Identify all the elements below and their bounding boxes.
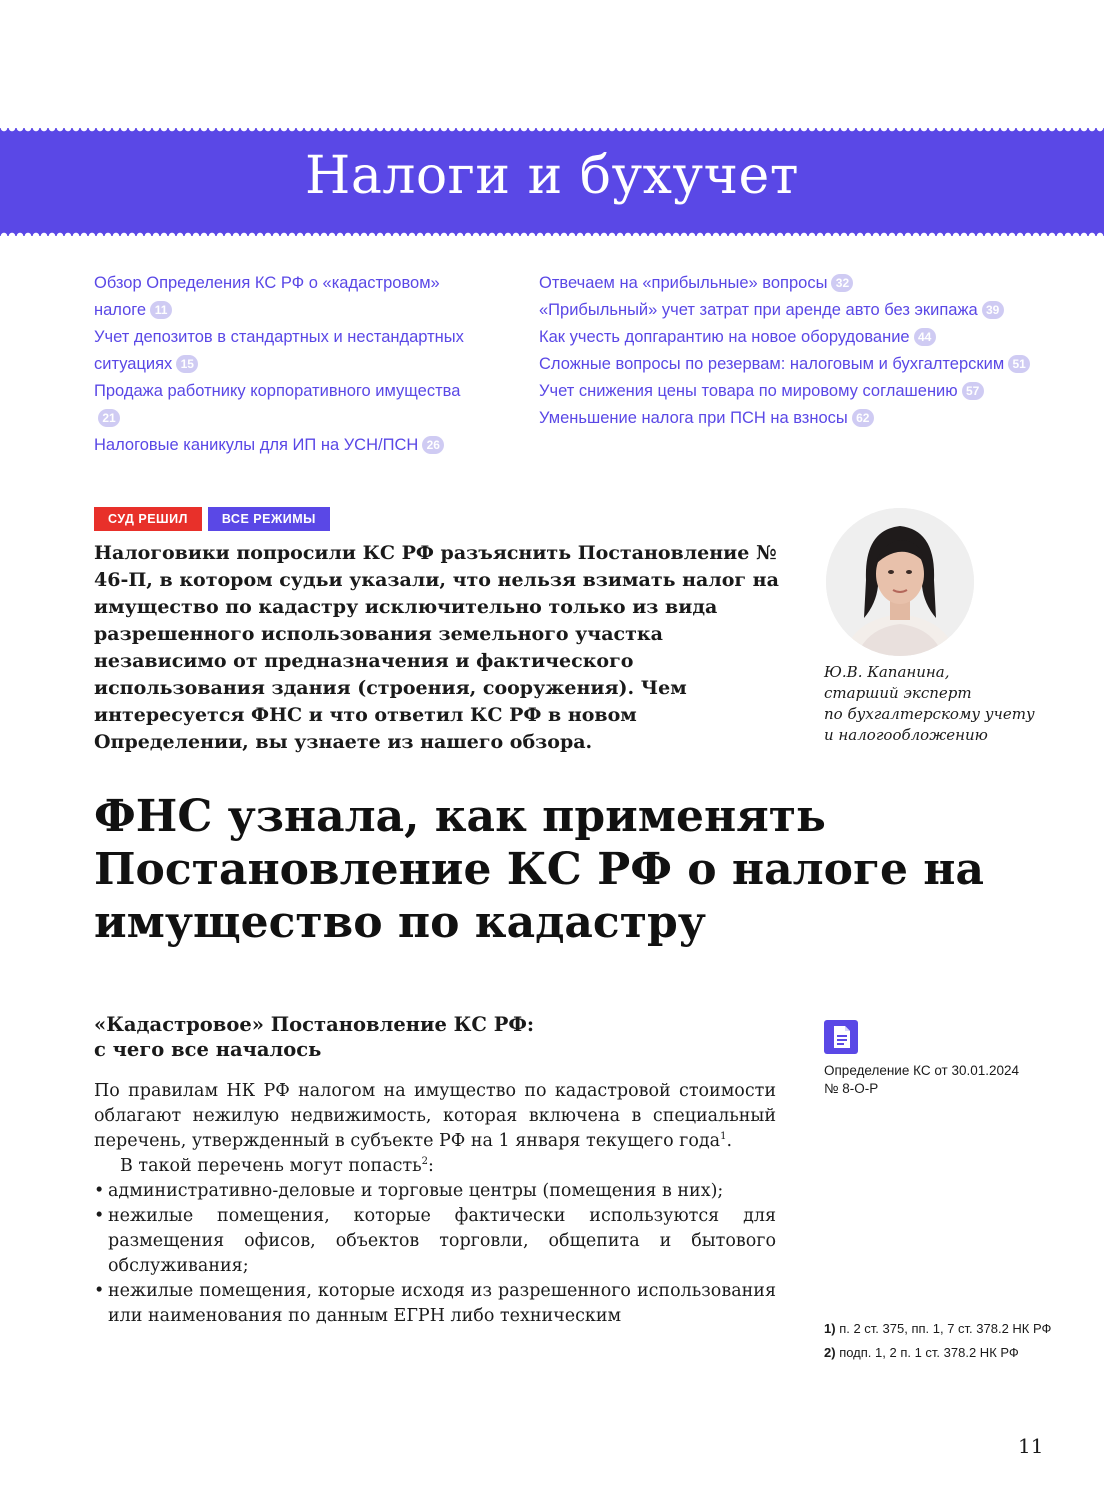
toc-right-column [539, 270, 1039, 432]
body-text: В такой перечень могут попасть [120, 1156, 422, 1176]
subheading-line: с чего все началось [94, 1038, 322, 1061]
toc-item[interactable] [94, 432, 484, 459]
toc-page-badge: 44 [914, 328, 936, 346]
toc-page-badge: 15 [176, 355, 198, 373]
footnote [824, 1344, 1064, 1362]
toc-item-title: Обзор Определения КС РФ о «кадастровом» налоге [94, 274, 440, 319]
toc-item-title: Продажа работнику корпоративного имущества [94, 382, 461, 400]
toc-item-title: Учет депозитов в стандартных и нестандартных ситуациях [94, 328, 464, 373]
tag-court-decided: СУД РЕШИЛ [94, 507, 202, 531]
body-text: По правилам НК РФ налогом на имущество по кадастровой стоимости облагают нежилую недвижимость, которая включена в специальный перечень, утвержденный в субъекте РФ на 1 января текущего года [94, 1081, 776, 1151]
footnote-text: подп. 1, 2 п. 1 ст. 378.2 НК РФ [839, 1345, 1019, 1360]
toc-page-badge: 21 [98, 409, 120, 427]
toc-item[interactable] [539, 378, 1039, 405]
document-icon [824, 1020, 858, 1054]
body-paragraph [94, 1154, 776, 1179]
footnote-number: 2) [824, 1345, 836, 1360]
section-title: Налоги и бухучет [304, 146, 800, 206]
author-role: и налогообложению [824, 726, 988, 744]
list-item: • административно-деловые и торговые центры (помещения в них); [94, 1179, 776, 1204]
article-lead: Налоговики попросили КС РФ разъяснить Постановление № 46-П, в котором судьи указали, что нельзя взимать налог на имущество по кадастру исключительно только из вида разрешенного использования земельного участка независимо от предназначения и фактического использования здания (строения, сооружения). Чем интересуется ФНС и что ответил КС РФ в новом Определении, вы узнаете из нашего обзора. [94, 542, 779, 753]
toc-item-title: Отвечаем на «прибыльные» вопросы [539, 274, 828, 292]
subheading-line: «Кадастровое» Постановление КС РФ: [94, 1013, 535, 1036]
footnote-ref[interactable]: 2 [421, 1156, 429, 1168]
author-portrait-icon [826, 508, 974, 656]
toc-item[interactable] [94, 378, 484, 432]
body-paragraph [94, 1079, 776, 1154]
section-subheading [94, 1012, 794, 1062]
toc-item[interactable] [539, 351, 1039, 378]
author-role: по бухгалтерскому учету [824, 705, 1035, 723]
toc-item-title: Налоговые каникулы для ИП на УСН/ПСН [94, 436, 419, 454]
body-text: : [428, 1156, 434, 1176]
list-item: • нежилые помещения, которые фактически используются для размещения офисов, объектов торговли, общепита и бытового обслуживания; [94, 1204, 776, 1279]
toc-item-title: Уменьшение налога при ПСН на взносы [539, 409, 848, 427]
author-caption [824, 662, 1064, 746]
toc-page-badge: 62 [852, 409, 874, 427]
article-tags [94, 507, 336, 531]
toc-item-title: «Прибыльный» учет затрат при аренде авто без экипажа [539, 301, 978, 319]
toc-item[interactable] [94, 270, 484, 324]
toc-page-badge: 26 [422, 436, 444, 454]
side-note-line: № 8-О-Р [824, 1081, 879, 1096]
body-text: . [726, 1131, 733, 1151]
side-note-line: Определение КС от 30.01.2024 [824, 1063, 1020, 1078]
banner-scallop-top [0, 128, 1104, 136]
author-name: Ю.В. Капанина, [824, 663, 950, 681]
toc-item[interactable] [539, 297, 1039, 324]
banner-scallop-bottom [0, 228, 1104, 236]
footnote-text: п. 2 ст. 375, пп. 1, 7 ст. 378.2 НК РФ [839, 1321, 1052, 1336]
bullet-list [94, 1179, 776, 1329]
toc-page-badge: 51 [1008, 355, 1030, 373]
toc-item-title: Учет снижения цены товара по мировому соглашению [539, 382, 958, 400]
side-note [824, 1062, 1064, 1098]
toc-page-badge: 11 [150, 301, 172, 319]
author-role: старший эксперт [824, 684, 972, 702]
tag-all-modes: ВСЕ РЕЖИМЫ [208, 507, 330, 531]
toc-item[interactable] [539, 405, 1039, 432]
toc-page-badge: 32 [831, 274, 853, 292]
toc-item[interactable] [94, 324, 484, 378]
list-item: • нежилые помещения, которые исходя из разрешенного использования или наименования по данным ЕГРН либо техническим [94, 1279, 776, 1329]
toc-item-title: Как учесть допгарантию на новое оборудование [539, 328, 910, 346]
footnotes [824, 1320, 1064, 1368]
toc-item[interactable] [539, 324, 1039, 351]
toc-item[interactable] [539, 270, 1039, 297]
page-number: 11 [1018, 1434, 1044, 1458]
author-avatar [826, 508, 974, 656]
footnote [824, 1320, 1064, 1338]
toc-page-badge: 39 [982, 301, 1004, 319]
toc-item-title: Сложные вопросы по резервам: налоговым и бухгалтерским [539, 355, 1005, 373]
footnote-number: 1) [824, 1321, 836, 1336]
toc-page-badge: 57 [962, 382, 984, 400]
toc-left-column [94, 270, 484, 459]
footnote-ref[interactable]: 1 [720, 1131, 727, 1143]
article-headline: ФНС узнала, как применять Постановление КС РФ о налоге на имущество по кадастру [94, 791, 985, 948]
section-banner [0, 128, 1104, 236]
article-body [94, 1079, 776, 1329]
